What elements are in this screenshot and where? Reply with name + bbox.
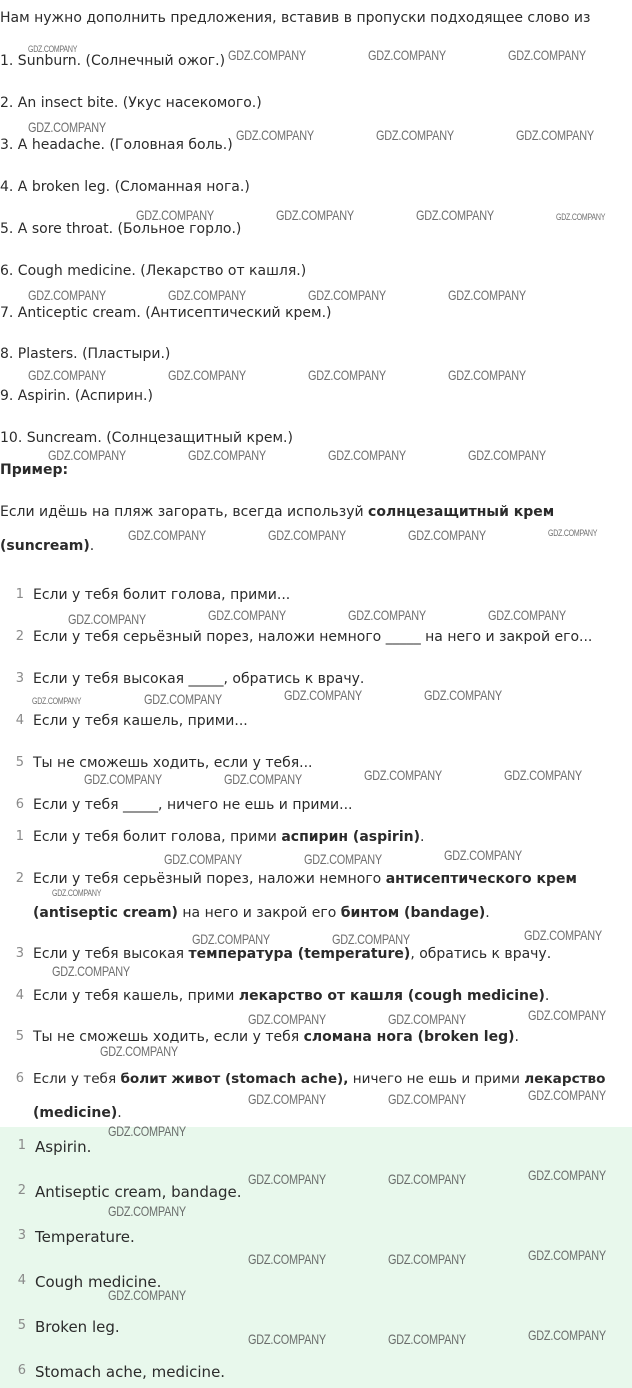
vocab-item: 10. Suncream. (Солнцезащитный крем.): [0, 430, 293, 446]
answer-number: 1: [17, 1138, 26, 1153]
example-bold: солнцезащитный крем: [368, 504, 555, 520]
task-number: 6: [15, 797, 24, 812]
watermark: GDZ.COMPANY: [408, 527, 486, 543]
watermark: GDZ.COMPANY: [468, 447, 546, 463]
watermark: GDZ.COMPANY: [308, 367, 386, 383]
watermark: GDZ.COMPANY: [416, 207, 494, 223]
task-text: Если у тебя высокая _____, обратись к врачу.: [33, 671, 365, 687]
watermark: GDZ.COMPANY: [348, 607, 426, 623]
intro-text: Нам нужно дополнить предложения, вставив в пропуски подходящее слово из: [0, 10, 591, 26]
watermark: GDZ.COMPANY: [276, 207, 354, 223]
watermark: GDZ.COMPANY: [188, 447, 266, 463]
task-number: 3: [15, 671, 24, 686]
task-text: Ты не сможешь ходить, если у тебя...: [33, 755, 313, 771]
answer-number: 4: [17, 1273, 26, 1288]
solution-number: 1: [15, 829, 24, 844]
watermark: GDZ.COMPANY: [364, 767, 442, 783]
answer-text: Aspirin.: [35, 1138, 92, 1156]
solution-text: Если у тебя серьёзный порез, наложи немного антисептического крем: [33, 871, 577, 887]
vocab-item: 9. Aspirin. (Аспирин.): [0, 388, 153, 404]
task-number: 5: [15, 755, 24, 770]
watermark: GDZ.COMPANY: [28, 44, 78, 54]
solution-text: Ты не сможешь ходить, если у тебя сломана нога (broken leg).: [33, 1029, 519, 1045]
answer-number: 5: [17, 1318, 26, 1333]
vocab-item: 1. Sunburn. (Солнечный ожог.): [0, 53, 226, 69]
solution-number: 6: [15, 1071, 24, 1086]
watermark: GDZ.COMPANY: [28, 287, 106, 303]
task-text: Если у тебя серьёзный порез, наложи немного _____ на него и закрой его...: [33, 629, 593, 645]
watermark: GDZ.COMPANY: [548, 528, 598, 538]
watermark: GDZ.COMPANY: [136, 207, 214, 223]
watermark: GDZ.COMPANY: [248, 1171, 326, 1187]
watermark: GDZ.COMPANY: [128, 527, 206, 543]
watermark: GDZ.COMPANY: [84, 771, 162, 787]
watermark: GDZ.COMPANY: [52, 888, 102, 898]
watermark: GDZ.COMPANY: [144, 691, 222, 707]
watermark: GDZ.COMPANY: [376, 127, 454, 143]
watermark: GDZ.COMPANY: [168, 287, 246, 303]
answer-number: 6: [17, 1363, 26, 1378]
watermark: GDZ.COMPANY: [388, 1171, 466, 1187]
watermark: GDZ.COMPANY: [368, 47, 446, 63]
answer-number: 2: [17, 1183, 26, 1198]
watermark: GDZ.COMPANY: [448, 367, 526, 383]
watermark: GDZ.COMPANY: [528, 1247, 606, 1263]
watermark: GDZ.COMPANY: [388, 1331, 466, 1347]
answer-text: Antiseptic cream, bandage.: [35, 1183, 242, 1201]
answer-text: Cough medicine.: [35, 1273, 162, 1291]
solution-text: Если у тебя высокая температура (temperature), обратись к врачу.: [33, 946, 552, 962]
example-line-2: [0, 538, 94, 554]
watermark: GDZ.COMPANY: [388, 1011, 466, 1027]
watermark: GDZ.COMPANY: [52, 963, 130, 979]
answer-text: Temperature.: [35, 1228, 135, 1246]
watermark: GDZ.COMPANY: [192, 931, 270, 947]
watermark: GDZ.COMPANY: [508, 47, 586, 63]
vocab-item: 2. An insect bite. (Укус насекомого.): [0, 95, 262, 111]
watermark: GDZ.COMPANY: [308, 287, 386, 303]
watermark: GDZ.COMPANY: [48, 447, 126, 463]
watermark: GDZ.COMPANY: [556, 212, 606, 222]
solution-text: Если у тебя болит живот (stomach ache), ничего не ешь и прими лекарство: [33, 1071, 606, 1087]
watermark: GDZ.COMPANY: [524, 927, 602, 943]
watermark: GDZ.COMPANY: [224, 771, 302, 787]
example-text: .: [89, 538, 95, 554]
watermark: GDZ.COMPANY: [528, 1327, 606, 1343]
watermark: GDZ.COMPANY: [32, 696, 82, 706]
vocab-item: 8. Plasters. (Пластыри.): [0, 346, 171, 362]
solution-number: 5: [15, 1029, 24, 1044]
answer-number: 3: [17, 1228, 26, 1243]
example-bold: (suncream): [0, 538, 90, 554]
watermark: GDZ.COMPANY: [388, 1251, 466, 1267]
task-text: Если у тебя кашель, прими...: [33, 713, 248, 729]
solution-text: (medicine).: [33, 1105, 122, 1121]
watermark: GDZ.COMPANY: [248, 1011, 326, 1027]
answer-text: Broken leg.: [35, 1318, 120, 1336]
answer-text: Stomach ache, medicine.: [35, 1363, 226, 1381]
vocab-item: 6. Cough medicine. (Лекарство от кашля.): [0, 263, 307, 279]
watermark: GDZ.COMPANY: [108, 1287, 186, 1303]
watermark: GDZ.COMPANY: [424, 687, 502, 703]
watermark: GDZ.COMPANY: [164, 851, 242, 867]
watermark: GDZ.COMPANY: [100, 1043, 178, 1059]
watermark: GDZ.COMPANY: [504, 767, 582, 783]
task-number: 4: [15, 713, 24, 728]
watermark: GDZ.COMPANY: [448, 287, 526, 303]
watermark: GDZ.COMPANY: [268, 527, 346, 543]
example-title: Пример:: [0, 462, 69, 478]
watermark: GDZ.COMPANY: [108, 1203, 186, 1219]
task-number: 2: [15, 629, 24, 644]
watermark: GDZ.COMPANY: [248, 1091, 326, 1107]
watermark: GDZ.COMPANY: [388, 1091, 466, 1107]
watermark: GDZ.COMPANY: [236, 127, 314, 143]
watermark: GDZ.COMPANY: [108, 1123, 186, 1139]
solution-text: (antiseptic cream) на него и закрой его бинтом (bandage).: [33, 905, 490, 921]
solution-number: 2: [15, 871, 24, 886]
watermark: GDZ.COMPANY: [332, 931, 410, 947]
task-text: Если у тебя _____, ничего не ешь и прими...: [33, 797, 353, 813]
task-number: 1: [15, 587, 24, 602]
vocab-item: 4. A broken leg. (Сломанная нога.): [0, 179, 250, 195]
watermark: GDZ.COMPANY: [304, 851, 382, 867]
vocab-item: 7. Anticeptic cream. (Антисептический крем.): [0, 305, 332, 321]
watermark: GDZ.COMPANY: [28, 367, 106, 383]
solution-text: Если у тебя кашель, прими лекарство от кашля (cough medicine).: [33, 988, 550, 1004]
watermark: GDZ.COMPANY: [444, 847, 522, 863]
vocab-item: 3. A headache. (Головная боль.): [0, 137, 233, 153]
watermark: GDZ.COMPANY: [168, 367, 246, 383]
vocab-item: 5. A sore throat. (Больное горло.): [0, 221, 242, 237]
solution-number: 3: [15, 946, 24, 961]
task-text: Если у тебя болит голова, прими...: [33, 587, 291, 603]
watermark: GDZ.COMPANY: [528, 1007, 606, 1023]
solution-text: Если у тебя болит голова, прими аспирин (aspirin).: [33, 829, 425, 845]
watermark: GDZ.COMPANY: [528, 1087, 606, 1103]
watermark: GDZ.COMPANY: [328, 447, 406, 463]
example-text: Если идёшь на пляж загорать, всегда используй: [0, 504, 369, 520]
watermark: GDZ.COMPANY: [248, 1331, 326, 1347]
watermark: GDZ.COMPANY: [208, 607, 286, 623]
watermark: GDZ.COMPANY: [284, 687, 362, 703]
watermark: GDZ.COMPANY: [248, 1251, 326, 1267]
watermark: GDZ.COMPANY: [28, 119, 106, 135]
solution-number: 4: [15, 988, 24, 1003]
watermark: GDZ.COMPANY: [488, 607, 566, 623]
example-line-1: [0, 504, 554, 520]
watermark: GDZ.COMPANY: [68, 611, 146, 627]
watermark: GDZ.COMPANY: [528, 1167, 606, 1183]
watermark: GDZ.COMPANY: [228, 47, 306, 63]
watermark: GDZ.COMPANY: [516, 127, 594, 143]
